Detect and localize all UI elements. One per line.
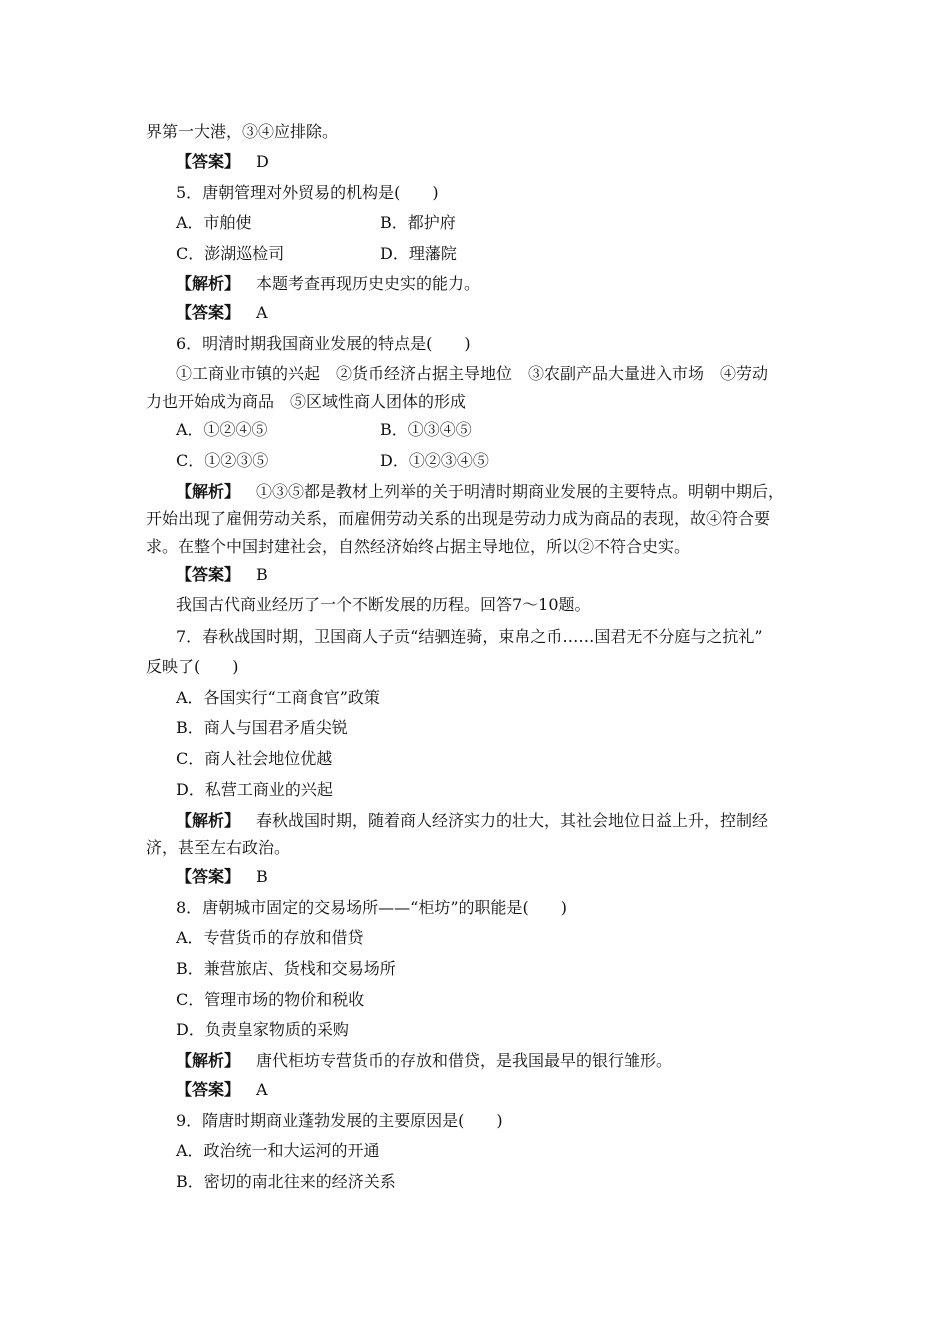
- option-b: B．商人与国君矛盾尖锐: [176, 718, 348, 737]
- option-a: A．市舶使: [176, 213, 252, 232]
- paragraph-continuation: 界第一大港，③④应排除。: [146, 122, 339, 141]
- question-5-stem: 5．唐朝管理对外贸易的机构是( ): [176, 183, 439, 202]
- analysis-text: 春秋战国时期，随着商人经济实力的壮大，其社会地位日益上升，控制经: [256, 811, 769, 830]
- question-5-options-row-2: [176, 243, 457, 265]
- answer-label: 【答案】: [176, 1080, 241, 1099]
- analysis-line: [176, 481, 784, 503]
- option-d: D．负责皇家物质的采购: [176, 1020, 349, 1039]
- question-7-stem-line-1: 7．春秋战国时期，卫国商人子贡“结驷连骑，束帛之币……国君无不分庭与之抗礼”: [176, 627, 763, 646]
- option-a: A．①②④⑤: [176, 420, 268, 439]
- option-b: B．密切的南北往来的经济关系: [176, 1172, 396, 1191]
- answer-label: 【答案】: [176, 303, 241, 322]
- answer-value: A: [256, 1080, 268, 1099]
- option-c: C．管理市场的物价和税收: [176, 990, 365, 1009]
- analysis-line: [176, 273, 480, 295]
- analysis-text: 唐代柜坊专营货币的存放和借贷，是我国最早的银行雏形。: [256, 1051, 673, 1070]
- question-6-options-row-2: [176, 450, 489, 472]
- answer-value: B: [256, 565, 268, 584]
- option-d: D．①②③④⑤: [380, 451, 489, 470]
- analysis-label: 【解析】: [176, 1051, 241, 1070]
- analysis-label: 【解析】: [176, 482, 241, 501]
- option-d: D．私营工商业的兴起: [176, 780, 333, 799]
- option-c: C．①②③⑤: [176, 451, 269, 470]
- answer-line: [176, 564, 268, 586]
- answer-line: [176, 1079, 268, 1101]
- option-d: D．理藩院: [380, 244, 457, 263]
- answer-value: B: [256, 867, 268, 886]
- question-6-options-row-1: [176, 419, 472, 441]
- option-a: A．专营货币的存放和借贷: [176, 928, 364, 947]
- question-7-stem-line-2: 反映了( ): [146, 657, 239, 676]
- analysis-text-line-2: 济，甚至左右政治。: [146, 838, 291, 857]
- option-c: C．商人社会地位优越: [176, 749, 333, 768]
- question-8-stem: 8．唐朝城市固定的交易场所——“柜坊”的职能是( ): [176, 898, 568, 917]
- answer-label: 【答案】: [176, 867, 241, 886]
- answer-value: D: [256, 152, 269, 171]
- option-b: B．都护府: [380, 213, 456, 232]
- analysis-text: 本题考查再现历史史实的能力。: [256, 274, 481, 293]
- question-5-options-row-1: [176, 212, 456, 234]
- section-intro: 我国古代商业经历了一个不断发展的历程。回答7～10题。: [176, 595, 591, 614]
- analysis-text: ①③⑤都是教材上列举的关于明清时期商业发展的主要特点。明朝中期后，: [256, 482, 785, 501]
- analysis-text-line-3: 求。在整个中国封建社会，自然经济始终占据主导地位，所以②不符合史实。: [146, 537, 691, 556]
- answer-line: [176, 151, 269, 173]
- option-a: A．各国实行“工商食官”政策: [176, 688, 380, 707]
- option-b: B．①③④⑤: [380, 420, 472, 439]
- question-6-items-line-2: 力也开始成为商品 ⑤区域性商人团体的形成: [146, 392, 467, 411]
- answer-line: [176, 302, 268, 324]
- answer-value: A: [256, 303, 268, 322]
- answer-line: [176, 866, 268, 888]
- analysis-line: [176, 1050, 672, 1072]
- analysis-label: 【解析】: [176, 274, 241, 293]
- analysis-label: 【解析】: [176, 811, 241, 830]
- question-9-stem: 9．隋唐时期商业蓬勃发展的主要原因是( ): [176, 1111, 503, 1130]
- analysis-text-line-2: 开始出现了雇佣劳动关系，而雇佣劳动关系的出现是劳动力成为商品的表现，故④符合要: [146, 509, 771, 528]
- question-6-items-line-1: ①工商业市镇的兴起 ②货币经济占据主导地位 ③农副产品大量进入市场 ④劳动: [176, 364, 769, 383]
- option-c: C．澎湖巡检司: [176, 244, 285, 263]
- option-b: B．兼营旅店、货栈和交易场所: [176, 959, 396, 978]
- option-a: A．政治统一和大运河的开通: [176, 1141, 380, 1160]
- answer-label: 【答案】: [176, 152, 241, 171]
- answer-label: 【答案】: [176, 565, 241, 584]
- question-6-stem: 6．明清时期我国商业发展的特点是( ): [176, 334, 471, 353]
- analysis-line: [176, 810, 768, 832]
